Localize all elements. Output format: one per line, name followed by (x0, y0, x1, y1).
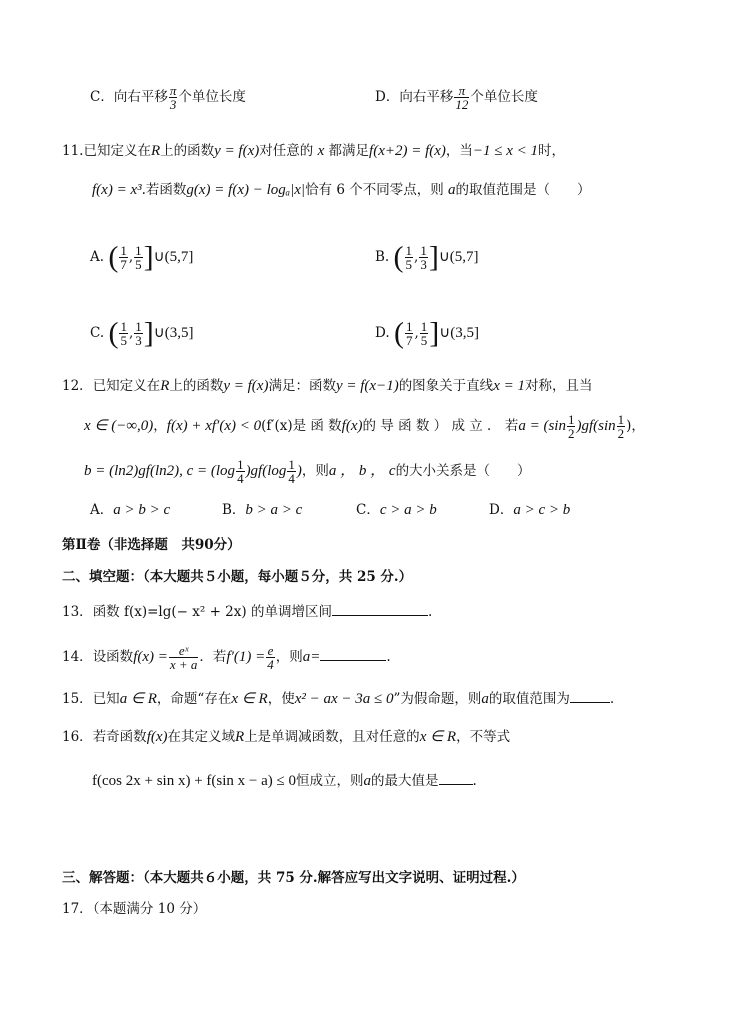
math: a > b > c (113, 502, 171, 518)
math: f(x) (341, 418, 363, 434)
text: ”为假命题，则 (393, 691, 482, 707)
text: 的 导 函 数 ） 成 立 ． 若 (362, 418, 519, 434)
text: 上是单调减函数，且对任意的 (244, 729, 420, 745)
text: 已知定义在 (83, 143, 151, 159)
numerator: 1 (420, 243, 427, 258)
text: ．若 (199, 649, 227, 665)
question-number: 16． (62, 729, 93, 745)
question-number: 12． (62, 378, 93, 394)
denominator: 5 (405, 257, 413, 272)
math: f(x) = x³ (92, 182, 142, 198)
text: 已知定义在 (92, 378, 161, 394)
numerator: 1 (617, 412, 625, 427)
option-label: D． (375, 89, 400, 105)
math: b = (ln2)gf(ln2), c = (log (84, 463, 236, 479)
question-number: 17． (62, 901, 93, 917)
q11-option-b: B. ( $\frac{1}{5}$ , $\frac{1}{3}$ ]∪(5,7] (375, 240, 479, 274)
denominator: 5 (420, 333, 428, 348)
q12-line-2: x ∈ (−∞,0)，f(x) + xf′(x) < 0(f′(x)是 函 数f(x)的 导 函 数 ） 成 立 ． 若a = (sin $\frac{1}{2}$ )gf(sin $\frac{1}{2}$ )， (84, 412, 645, 441)
q10-option-d (375, 84, 538, 111)
section2-title: 二、填空题：（本大题共５小题，每小题５分，共 25 分.） (62, 569, 413, 585)
denominator: 7 (120, 257, 127, 272)
q11-option-d: D. ( $\frac{1}{7}$ , $\frac{1}{5}$ ]∪(3,5] (375, 316, 479, 350)
math: g(x) = f(x) − logₐ|x| (186, 182, 306, 198)
numerator: 1 (120, 243, 127, 258)
numerator: 1 (135, 243, 142, 258)
option-label: D． (489, 502, 514, 518)
part2-title: 第Ⅱ卷（非选择题 共90分） (62, 537, 241, 553)
text: 上的函数 (169, 378, 224, 394)
bracket: ] (428, 240, 439, 274)
text: ，命题“存在 (156, 691, 232, 707)
text: ，不等式 (456, 729, 511, 745)
math: f(x) = (133, 649, 168, 665)
text: 满足：函数 (268, 378, 336, 394)
numerator: 1 (135, 319, 142, 334)
answer-blank[interactable] (320, 646, 386, 661)
math: ∪(5,7] (438, 249, 479, 265)
q17 (62, 899, 206, 919)
option-text: 向右平移 (399, 89, 454, 105)
numerator: 1 (288, 457, 295, 472)
fraction (119, 320, 128, 347)
option-label: A． (90, 502, 114, 518)
fraction (266, 644, 275, 671)
denominator: 3 (169, 97, 177, 112)
math: y = f(x−1) (335, 378, 399, 394)
question-number: 13． (62, 604, 93, 620)
fraction (454, 84, 469, 111)
fraction (119, 244, 128, 271)
text: (f′(x)是 函 数 (261, 418, 342, 434)
math: f(cos 2x + sin x) + f(sin x − a) ≤ 0 (92, 773, 296, 789)
text: 对任意的 (259, 143, 314, 159)
q10-option-c (90, 84, 246, 111)
text: . (427, 604, 433, 620)
math: c > a > b (379, 502, 437, 518)
fraction (420, 320, 429, 347)
denominator: 5 (120, 333, 127, 348)
option-label: B. (375, 249, 390, 265)
denominator: 4 (267, 657, 274, 672)
q11-option-c: C. ( $\frac{1}{5}$ , $\frac{1}{3}$ ]∪(3,5] (90, 316, 194, 350)
math: R (235, 729, 245, 745)
math: a = (sin (518, 418, 566, 434)
math: f(x+2) = f(x) (369, 143, 446, 159)
fraction (405, 320, 414, 347)
bracket: ] (143, 316, 154, 350)
fraction (134, 320, 143, 347)
numerator: 1 (405, 319, 413, 334)
q14 (62, 642, 391, 672)
text: 的最大值是 (371, 773, 439, 789)
math: f(x) (146, 729, 168, 745)
text: 的大小关系是（ ） (395, 463, 531, 479)
paren: ( (108, 316, 119, 350)
math: a (448, 182, 456, 198)
text: ，则 (275, 649, 303, 665)
text: 若奇函数 (92, 729, 147, 745)
numerator: 1 (405, 243, 413, 258)
math: x = 1 (493, 378, 525, 394)
text: （本题满分 10 分） (92, 901, 207, 917)
denominator: 5 (135, 257, 142, 272)
answer-blank[interactable] (332, 601, 428, 616)
numerator: 1 (237, 457, 244, 472)
option-label: C. (90, 325, 105, 341)
option-label: B． (222, 502, 246, 518)
fraction (419, 244, 428, 271)
option-text: 向右平移 (113, 89, 168, 105)
q12-line-1 (62, 376, 592, 396)
denominator: 4 (288, 471, 295, 486)
text: .若函数 (141, 182, 187, 198)
q13 (62, 601, 432, 622)
text: 上的函数 (160, 143, 215, 159)
text: 的图象关于直线 (398, 378, 494, 394)
math: f(x) + xf′(x) < 0 (166, 418, 262, 434)
option-text: 个单位长度 (470, 89, 538, 105)
q16-line-1 (62, 727, 510, 747)
denominator: 3 (135, 333, 142, 348)
q12-option-b (222, 500, 302, 520)
text: 恒成立，则 (296, 773, 364, 789)
text: 的取值范围是（ ） (455, 182, 591, 198)
option-text: 个单位长度 (178, 89, 246, 105)
q12-line-3 (84, 458, 531, 485)
text: 恰有 6 个不同零点，则 (305, 182, 444, 198)
math: y = f(x) (223, 378, 269, 394)
math: a (481, 691, 489, 707)
math: ) (296, 463, 302, 479)
numerator: 1 (120, 319, 127, 334)
text: . (386, 649, 391, 665)
math: x ∈ R (231, 691, 268, 707)
text: 已知 (92, 691, 120, 707)
text: )， (626, 418, 645, 434)
q11-line-2 (92, 180, 591, 200)
text: 都满足 (328, 143, 370, 159)
denominator: 12 (455, 97, 469, 112)
text: 函数 f(x)=lg(− x² + 2x) 的单调增区间 (92, 604, 332, 620)
text: 的取值范围为 (488, 691, 570, 707)
denominator: 3 (420, 257, 427, 272)
question-number: 15． (62, 691, 93, 707)
fraction (134, 244, 143, 271)
math: x ∈ R (419, 729, 457, 745)
q11-option-a: A. ( $\frac{1}{7}$ , $\frac{1}{5}$ ]∪(5,7] (90, 240, 194, 274)
fraction (169, 84, 178, 111)
math: a > c > b (513, 502, 571, 518)
numerator: 1 (420, 319, 428, 334)
bracket: ] (429, 316, 440, 350)
text: 设函数 (92, 649, 134, 665)
denominator: 2 (567, 426, 575, 441)
math: a ∈ R (119, 691, 157, 707)
q16-line-2 (92, 770, 477, 791)
math: ∪(5,7] (153, 249, 194, 265)
denominator: 4 (237, 471, 244, 486)
q12-option-c (356, 500, 437, 520)
denominator: 2 (617, 426, 625, 441)
text: ，当 (445, 143, 473, 159)
text: 对称，且当 (524, 378, 593, 394)
math: x² − ax − 3a ≤ 0 (294, 691, 394, 707)
text: . (472, 773, 477, 789)
denominator: x + a (169, 657, 198, 672)
paren: ( (393, 240, 404, 274)
answer-blank[interactable] (439, 770, 473, 785)
math: ∪(3,5] (439, 325, 479, 341)
q12-option-a (90, 500, 170, 520)
option-label: A. (90, 249, 105, 265)
paren: ( (108, 240, 119, 274)
q15 (62, 688, 614, 709)
q12-option-d (489, 500, 570, 520)
denominator: 7 (405, 333, 413, 348)
math: R (150, 143, 161, 159)
numerator: π (169, 83, 177, 98)
fraction (236, 458, 245, 485)
math: a= (302, 649, 321, 665)
option-label: C． (356, 502, 380, 518)
question-number: 14． (62, 649, 93, 665)
math: x (317, 143, 325, 159)
numerator: 1 (567, 412, 575, 427)
answer-blank[interactable] (570, 688, 610, 703)
text: 在其定义域 (167, 729, 236, 745)
fraction (617, 413, 626, 440)
option-label: C． (90, 89, 114, 105)
option-label: D. (375, 325, 390, 341)
fraction (287, 458, 296, 485)
text: 时， (538, 143, 566, 159)
math: y = f(x) (214, 143, 260, 159)
fraction (567, 413, 576, 440)
math: b > a > c (245, 502, 303, 518)
math: x ∈ (−∞,0) (84, 418, 154, 434)
q11-line-1 (62, 141, 565, 161)
math: R (160, 378, 170, 394)
section3-title: 三、解答题：（本大题共６小题，共 75 分.解答应写出文字说明、证明过程.） (62, 870, 525, 886)
text: ，使 (267, 691, 295, 707)
numerator: e (267, 643, 274, 658)
numerator: π (454, 84, 469, 98)
fraction (169, 644, 199, 671)
math: ∪(3,5] (153, 325, 194, 341)
question-number: 11. (62, 143, 84, 159)
math: a ， b ， c (328, 463, 396, 479)
fraction (405, 244, 414, 271)
math: a (363, 773, 371, 789)
paren: ( (393, 316, 404, 350)
text: . (609, 691, 615, 707)
math: f′(1) = (226, 649, 266, 665)
text: ，则 (301, 463, 329, 479)
bracket: ] (143, 240, 154, 274)
math: )gf(sin (576, 418, 616, 434)
math: )gf(log (245, 463, 287, 479)
math: −1 ≤ x < 1 (472, 143, 539, 159)
numerator: eˣ (169, 644, 199, 658)
